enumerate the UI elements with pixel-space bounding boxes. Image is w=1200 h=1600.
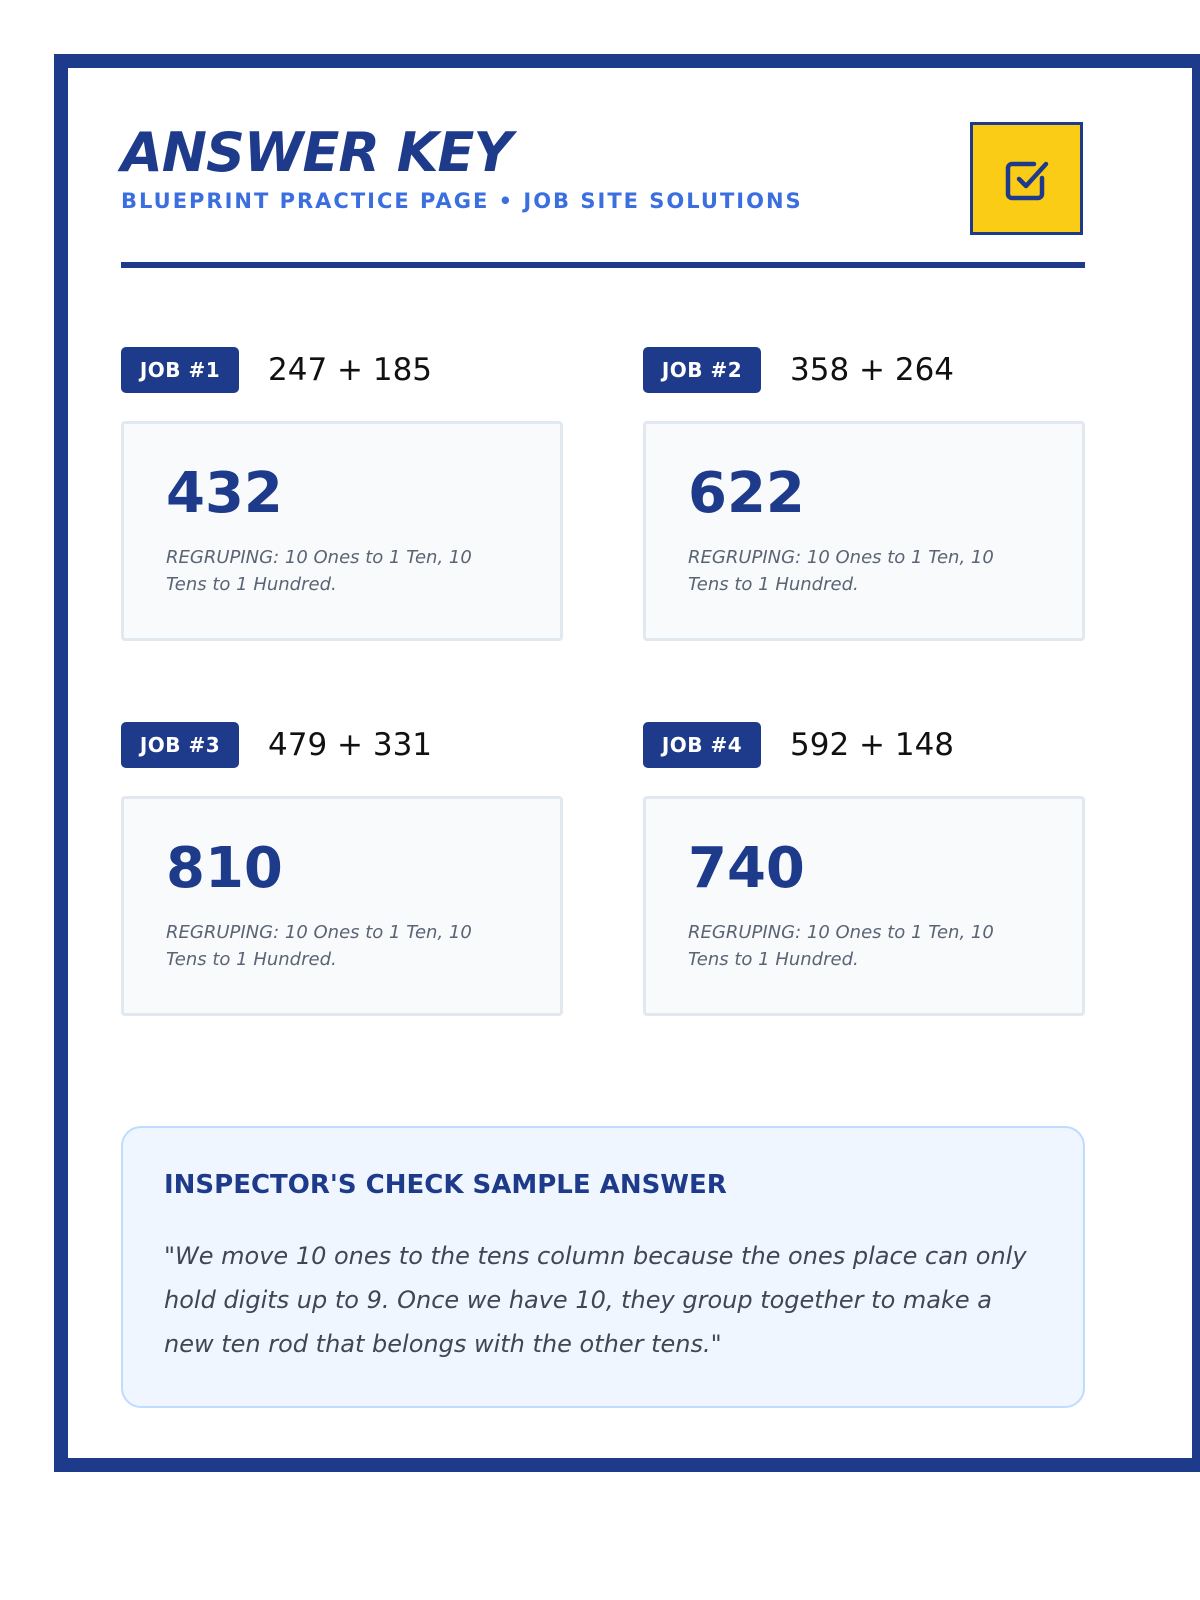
page-header [121,118,1085,268]
job-heading [121,347,563,395]
job-card-4 [643,722,1085,970]
answer-box [121,421,563,641]
regrouping-note: REGRUPING: 10 Ones to 1 Ten, 10 Tens to 1 Hundred. [688,547,994,595]
job-badge: JOB #1 [121,347,239,393]
header-divider [121,262,1085,268]
page-title: ANSWER KEY [121,121,512,184]
inspector-check-box [121,1126,1085,1408]
check-icon [1002,154,1052,204]
job-heading [643,347,1085,395]
job-heading [121,722,563,770]
job-answer: 622 [688,461,805,526]
answer-box [121,796,563,1016]
inspector-sample-answer: "We move 10 ones to the tens column because the ones place can only hold digits up to 9. Once we have 10, they group together to make a new ten rod that belongs with the other tens." [164,1242,1027,1358]
job-answer: 432 [166,461,283,526]
job-card-1 [121,347,563,595]
job-problem: 358 + 264 [790,352,955,388]
job-heading [643,722,1085,770]
inspector-title: INSPECTOR'S CHECK SAMPLE ANSWER [164,1170,727,1200]
job-card-2 [643,347,1085,595]
job-answer: 740 [688,836,805,901]
job-badge: JOB #2 [643,347,761,393]
answer-box [643,796,1085,1016]
job-badge: JOB #4 [643,722,761,768]
job-card-3 [121,722,563,970]
page-subtitle: BLUEPRINT PRACTICE PAGE • JOB SITE SOLUTIONS [121,189,803,213]
job-problem: 592 + 148 [790,727,955,763]
checkbox-checked-icon [970,122,1083,235]
job-problem: 247 + 185 [268,352,433,388]
regrouping-note: REGRUPING: 10 Ones to 1 Ten, 10 Tens to 1 Hundred. [688,922,994,970]
regrouping-note: REGRUPING: 10 Ones to 1 Ten, 10 Tens to 1 Hundred. [166,922,472,970]
regrouping-note: REGRUPING: 10 Ones to 1 Ten, 10 Tens to 1 Hundred. [166,547,472,595]
job-answer: 810 [166,836,283,901]
answer-box [643,421,1085,641]
job-problem: 479 + 331 [268,727,433,763]
job-badge: JOB #3 [121,722,239,768]
